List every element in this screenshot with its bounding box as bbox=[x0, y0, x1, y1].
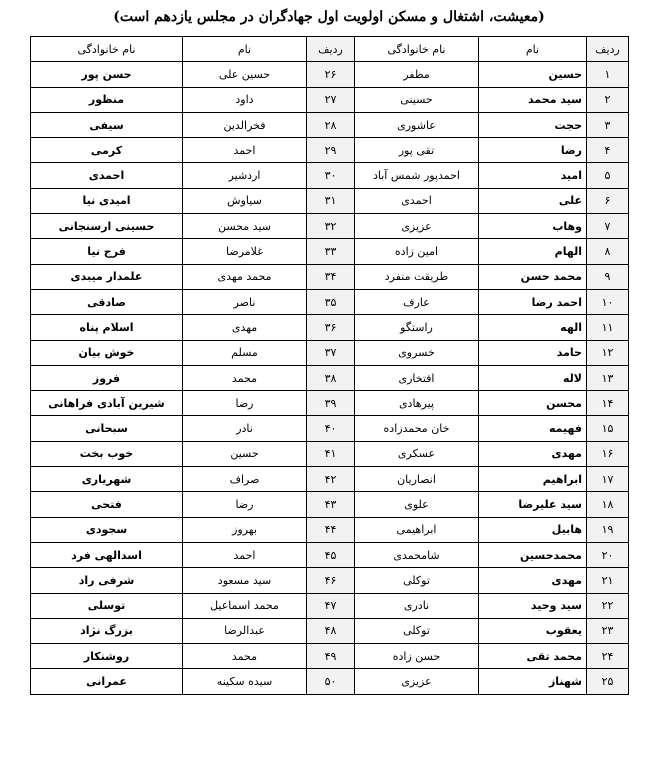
first-name-cell: ناصر bbox=[183, 289, 307, 314]
row-number: ۳۱ bbox=[307, 188, 355, 213]
first-name-cell: فهیمه bbox=[479, 416, 587, 441]
family-name-cell: فرج نیا bbox=[31, 239, 183, 264]
row-number: ۸ bbox=[587, 239, 629, 264]
family-name-cell: خوب بخت bbox=[31, 441, 183, 466]
first-name-cell: محمد bbox=[183, 365, 307, 390]
row-number: ۴۲ bbox=[307, 467, 355, 492]
family-name-cell: شامحمدی bbox=[355, 542, 479, 567]
row-number: ۳۷ bbox=[307, 340, 355, 365]
table-row bbox=[31, 315, 629, 340]
family-name-cell: شهریاری bbox=[31, 467, 183, 492]
family-name-cell: توکلی bbox=[355, 568, 479, 593]
first-name-cell: حامد bbox=[479, 340, 587, 365]
family-name-cell: حسن زاده bbox=[355, 644, 479, 669]
row-number: ۲۹ bbox=[307, 138, 355, 163]
family-name-cell: تقی پور bbox=[355, 138, 479, 163]
family-name-cell: فتحی bbox=[31, 492, 183, 517]
row-number: ۲۴ bbox=[587, 644, 629, 669]
family-name-cell: توکلی bbox=[355, 618, 479, 643]
first-name-cell: حجت bbox=[479, 112, 587, 137]
row-number: ۲۳ bbox=[587, 618, 629, 643]
first-name-cell: احمد رضا bbox=[479, 289, 587, 314]
header-first-name-1: نام bbox=[479, 37, 587, 62]
family-name-cell: پیرهادی bbox=[355, 391, 479, 416]
family-name-cell: اسدالهی فرد bbox=[31, 542, 183, 567]
row-number: ۱۷ bbox=[587, 467, 629, 492]
first-name-cell: سید مسعود bbox=[183, 568, 307, 593]
first-name-cell: غلامرضا bbox=[183, 239, 307, 264]
family-name-cell: علمدار میبدی bbox=[31, 264, 183, 289]
row-number: ۱۳ bbox=[587, 365, 629, 390]
table-row bbox=[31, 568, 629, 593]
family-name-cell: روشنکار bbox=[31, 644, 183, 669]
row-number: ۱۱ bbox=[587, 315, 629, 340]
row-number: ۲۶ bbox=[307, 62, 355, 87]
family-name-cell: بزرگ نژاد bbox=[31, 618, 183, 643]
family-name-cell: سبحانی bbox=[31, 416, 183, 441]
row-number: ۴ bbox=[587, 138, 629, 163]
first-name-cell: الهه bbox=[479, 315, 587, 340]
table-row bbox=[31, 593, 629, 618]
table-row bbox=[31, 62, 629, 87]
first-name-cell: رضا bbox=[183, 391, 307, 416]
first-name-cell: رضا bbox=[183, 492, 307, 517]
row-number: ۱۰ bbox=[587, 289, 629, 314]
header-row-num-1: ردیف bbox=[587, 37, 629, 62]
family-name-cell: احمدی bbox=[31, 163, 183, 188]
table-row bbox=[31, 365, 629, 390]
family-name-cell: عاشوری bbox=[355, 112, 479, 137]
family-name-cell: امین زاده bbox=[355, 239, 479, 264]
header-row-num-2: ردیف bbox=[307, 37, 355, 62]
row-number: ۲۷ bbox=[307, 87, 355, 112]
family-name-cell: راستگو bbox=[355, 315, 479, 340]
table-row bbox=[31, 289, 629, 314]
row-number: ۴۳ bbox=[307, 492, 355, 517]
table-row bbox=[31, 163, 629, 188]
family-name-cell: اسلام پناه bbox=[31, 315, 183, 340]
first-name-cell: رضا bbox=[479, 138, 587, 163]
first-name-cell: یعقوب bbox=[479, 618, 587, 643]
family-name-cell: مظفر bbox=[355, 62, 479, 87]
table-row bbox=[31, 644, 629, 669]
family-name-cell: عارف bbox=[355, 289, 479, 314]
family-name-cell: انصاریان bbox=[355, 467, 479, 492]
row-number: ۴۷ bbox=[307, 593, 355, 618]
first-name-cell: مهدی bbox=[183, 315, 307, 340]
row-number: ۵۰ bbox=[307, 669, 355, 694]
family-name-cell: خوش بیان bbox=[31, 340, 183, 365]
first-name-cell: محمد اسماعیل bbox=[183, 593, 307, 618]
first-name-cell: وهاب bbox=[479, 214, 587, 239]
first-name-cell: امید bbox=[479, 163, 587, 188]
table-row bbox=[31, 138, 629, 163]
first-name-cell: مهدی bbox=[479, 441, 587, 466]
first-name-cell: محمد حسن bbox=[479, 264, 587, 289]
first-name-cell: سید محسن bbox=[183, 214, 307, 239]
table-row bbox=[31, 340, 629, 365]
table-body bbox=[31, 62, 629, 694]
first-name-cell: سید وحید bbox=[479, 593, 587, 618]
page-title: (معیشت، اشتغال و مسکن اولویت اول جهادگران در مجلس یازدهم است) bbox=[113, 9, 545, 25]
family-name-cell: احمدپور شمس آباد bbox=[355, 163, 479, 188]
first-name-cell: هابیل bbox=[479, 517, 587, 542]
first-name-cell: داود bbox=[183, 87, 307, 112]
family-name-cell: فروز bbox=[31, 365, 183, 390]
table-row bbox=[31, 188, 629, 213]
first-name-cell: فخرالدین bbox=[183, 112, 307, 137]
table-row bbox=[31, 214, 629, 239]
row-number: ۴۴ bbox=[307, 517, 355, 542]
header-first-name-2: نام bbox=[183, 37, 307, 62]
family-name-cell: علوی bbox=[355, 492, 479, 517]
table-row bbox=[31, 517, 629, 542]
family-name-cell: خان محمدزاده bbox=[355, 416, 479, 441]
first-name-cell: احمد bbox=[183, 542, 307, 567]
row-number: ۲۲ bbox=[587, 593, 629, 618]
row-number: ۳۹ bbox=[307, 391, 355, 416]
table-row bbox=[31, 239, 629, 264]
family-name-cell: طریقت منفرد bbox=[355, 264, 479, 289]
table-row bbox=[31, 112, 629, 137]
row-number: ۲۸ bbox=[307, 112, 355, 137]
first-name-cell: عبدالرضا bbox=[183, 618, 307, 643]
family-name-cell: حسینی bbox=[355, 87, 479, 112]
first-name-cell: محسن bbox=[479, 391, 587, 416]
first-name-cell: احمد bbox=[183, 138, 307, 163]
table-row bbox=[31, 264, 629, 289]
row-number: ۳۶ bbox=[307, 315, 355, 340]
row-number: ۳۰ bbox=[307, 163, 355, 188]
table-row bbox=[31, 467, 629, 492]
row-number: ۲۱ bbox=[587, 568, 629, 593]
row-number: ۳۸ bbox=[307, 365, 355, 390]
row-number: ۶ bbox=[587, 188, 629, 213]
row-number: ۷ bbox=[587, 214, 629, 239]
first-name-cell: علی bbox=[479, 188, 587, 213]
first-name-cell: سیاوش bbox=[183, 188, 307, 213]
family-name-cell: شیرین آبادی فراهانی bbox=[31, 391, 183, 416]
first-name-cell: اردشیر bbox=[183, 163, 307, 188]
table-row bbox=[31, 391, 629, 416]
family-name-cell: امیدی نیا bbox=[31, 188, 183, 213]
row-number: ۳۳ bbox=[307, 239, 355, 264]
first-name-cell: محمدحسین bbox=[479, 542, 587, 567]
first-name-cell: سیده سکینه bbox=[183, 669, 307, 694]
family-name-cell: منظور bbox=[31, 87, 183, 112]
row-number: ۱۴ bbox=[587, 391, 629, 416]
first-name-cell: مهدی bbox=[479, 568, 587, 593]
row-number: ۴۶ bbox=[307, 568, 355, 593]
first-name-cell: مسلم bbox=[183, 340, 307, 365]
family-name-cell: نادری bbox=[355, 593, 479, 618]
table-row bbox=[31, 87, 629, 112]
row-number: ۴۵ bbox=[307, 542, 355, 567]
first-name-cell: صراف bbox=[183, 467, 307, 492]
row-number: ۳۵ bbox=[307, 289, 355, 314]
table-row bbox=[31, 441, 629, 466]
row-number: ۲ bbox=[587, 87, 629, 112]
family-name-cell: عزیزی bbox=[355, 214, 479, 239]
row-number: ۴۹ bbox=[307, 644, 355, 669]
row-number: ۱۲ bbox=[587, 340, 629, 365]
family-name-cell: شرفی راد bbox=[31, 568, 183, 593]
first-name-cell: حسین bbox=[183, 441, 307, 466]
row-number: ۲۵ bbox=[587, 669, 629, 694]
row-number: ۴۸ bbox=[307, 618, 355, 643]
first-name-cell: محمد تقی bbox=[479, 644, 587, 669]
row-number: ۱ bbox=[587, 62, 629, 87]
table-row bbox=[31, 669, 629, 694]
family-name-cell: عمرانی bbox=[31, 669, 183, 694]
family-name-cell: توسلی bbox=[31, 593, 183, 618]
first-name-cell: شهناز bbox=[479, 669, 587, 694]
table-row bbox=[31, 416, 629, 441]
family-name-cell: احمدی bbox=[355, 188, 479, 213]
first-name-cell: بهروز bbox=[183, 517, 307, 542]
row-number: ۴۱ bbox=[307, 441, 355, 466]
first-name-cell: محمد bbox=[183, 644, 307, 669]
row-number: ۳۲ bbox=[307, 214, 355, 239]
table-row bbox=[31, 492, 629, 517]
table-row bbox=[31, 618, 629, 643]
family-name-cell: عسکری bbox=[355, 441, 479, 466]
first-name-cell: لاله bbox=[479, 365, 587, 390]
first-name-cell: ابراهیم bbox=[479, 467, 587, 492]
first-name-cell: سید علیرضا bbox=[479, 492, 587, 517]
row-number: ۹ bbox=[587, 264, 629, 289]
first-name-cell: حسین bbox=[479, 62, 587, 87]
row-number: ۲۰ bbox=[587, 542, 629, 567]
family-name-cell: سجودی bbox=[31, 517, 183, 542]
first-name-cell: نادر bbox=[183, 416, 307, 441]
family-name-cell: حسینی ارسنجانی bbox=[31, 214, 183, 239]
family-name-cell: ابراهیمی bbox=[355, 517, 479, 542]
row-number: ۱۸ bbox=[587, 492, 629, 517]
first-name-cell: حسین علی bbox=[183, 62, 307, 87]
row-number: ۱۵ bbox=[587, 416, 629, 441]
table-header-row bbox=[31, 37, 629, 62]
table-row bbox=[31, 542, 629, 567]
first-name-cell: الهام bbox=[479, 239, 587, 264]
header-family-name-2: نام خانوادگی bbox=[31, 37, 183, 62]
first-name-cell: سید محمد bbox=[479, 87, 587, 112]
family-name-cell: کرمی bbox=[31, 138, 183, 163]
row-number: ۵ bbox=[587, 163, 629, 188]
row-number: ۱۶ bbox=[587, 441, 629, 466]
family-name-cell: افتخاری bbox=[355, 365, 479, 390]
family-name-cell: عزیزی bbox=[355, 669, 479, 694]
header-family-name-1: نام خانوادگی bbox=[355, 37, 479, 62]
row-number: ۱۹ bbox=[587, 517, 629, 542]
family-name-cell: صادقی bbox=[31, 289, 183, 314]
family-name-cell: سیفی bbox=[31, 112, 183, 137]
first-name-cell: محمد مهدی bbox=[183, 264, 307, 289]
row-number: ۴۰ bbox=[307, 416, 355, 441]
family-name-cell: خسروی bbox=[355, 340, 479, 365]
candidates-table bbox=[30, 36, 629, 695]
family-name-cell: حسن پور bbox=[31, 62, 183, 87]
row-number: ۳ bbox=[587, 112, 629, 137]
row-number: ۳۴ bbox=[307, 264, 355, 289]
